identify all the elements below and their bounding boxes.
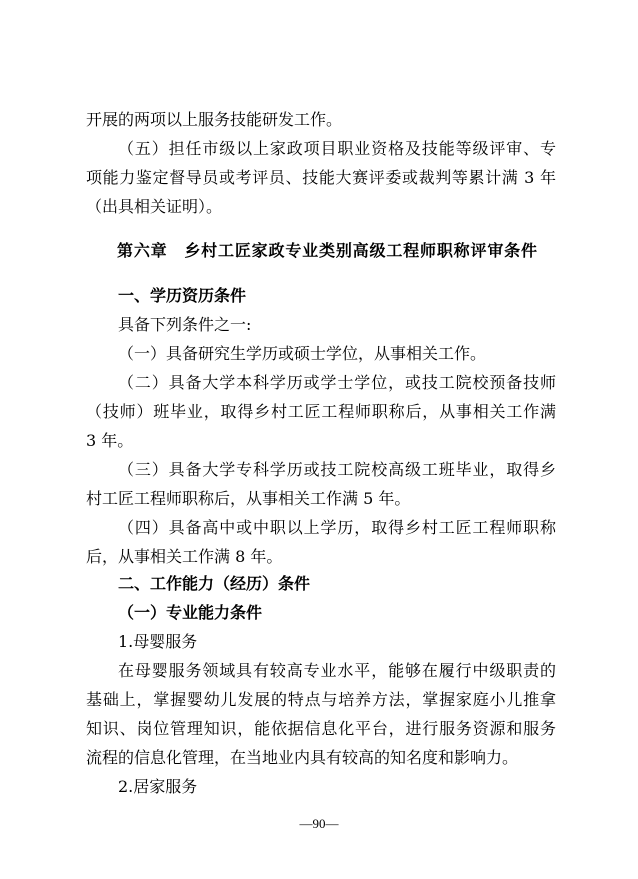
body-text-line: 基础上，掌握婴幼儿发展的特点与培养方法，掌握家庭小儿推拿 (86, 690, 556, 709)
body-text-line: 流程的信息化管理，在当地业内具有较高的知名度和影响力。 (86, 748, 519, 767)
body-text-line: 具备下列条件之一: (118, 315, 252, 334)
page-number: —90— (299, 816, 339, 831)
body-text-line: 后，从事相关工作满 8 年。 (86, 547, 283, 566)
body-text-line: 在母婴服务领域具有较高专业水平，能够在履行中级职责的 (118, 661, 556, 680)
body-text-line: 知识、岗位管理知识，能依据信息化平台，进行服务资源和服务 (86, 719, 556, 738)
list-item: （二）具备大学本科学历或学士学位，或技工院校预备技师 (118, 373, 556, 392)
body-text-line: （出具相关证明）。 (86, 197, 223, 216)
item-title: 2.居家服务 (118, 777, 198, 796)
body-text-line: （技师）班毕业，取得乡村工匠工程师职称后，从事相关工作满 (86, 402, 556, 421)
item-title: 1.母婴服务 (118, 632, 198, 651)
list-item: （三）具备大学专科学历或技工院校高级工班毕业，取得乡 (118, 460, 556, 479)
section-heading: 二、工作能力（经历）条件 (118, 574, 311, 593)
subsection-heading: （一）专业能力条件 (118, 603, 263, 622)
body-text-line: （五）担任市级以上家政项目职业资格及技能等级评审、专 (118, 139, 556, 158)
list-item: （四）具备高中或中职以上学历，取得乡村工匠工程师职称 (118, 518, 556, 537)
chapter-heading: 第六章 乡村工匠家政专业类别高级工程师职称评审条件 (117, 241, 537, 260)
body-text-line: 项能力鉴定督导员或考评员、技能大赛评委或裁判等累计满 3 年 (86, 168, 556, 187)
section-heading: 一、学历资历条件 (118, 286, 247, 305)
list-item: （一）具备研究生学历或硕士学位，从事相关工作。 (118, 344, 487, 363)
body-text-line: 开展的两项以上服务技能研发工作。 (86, 110, 343, 129)
body-text-line: 村工匠工程师职称后，从事相关工作满 5 年。 (86, 489, 411, 508)
body-text-line: 3 年。 (86, 431, 134, 450)
